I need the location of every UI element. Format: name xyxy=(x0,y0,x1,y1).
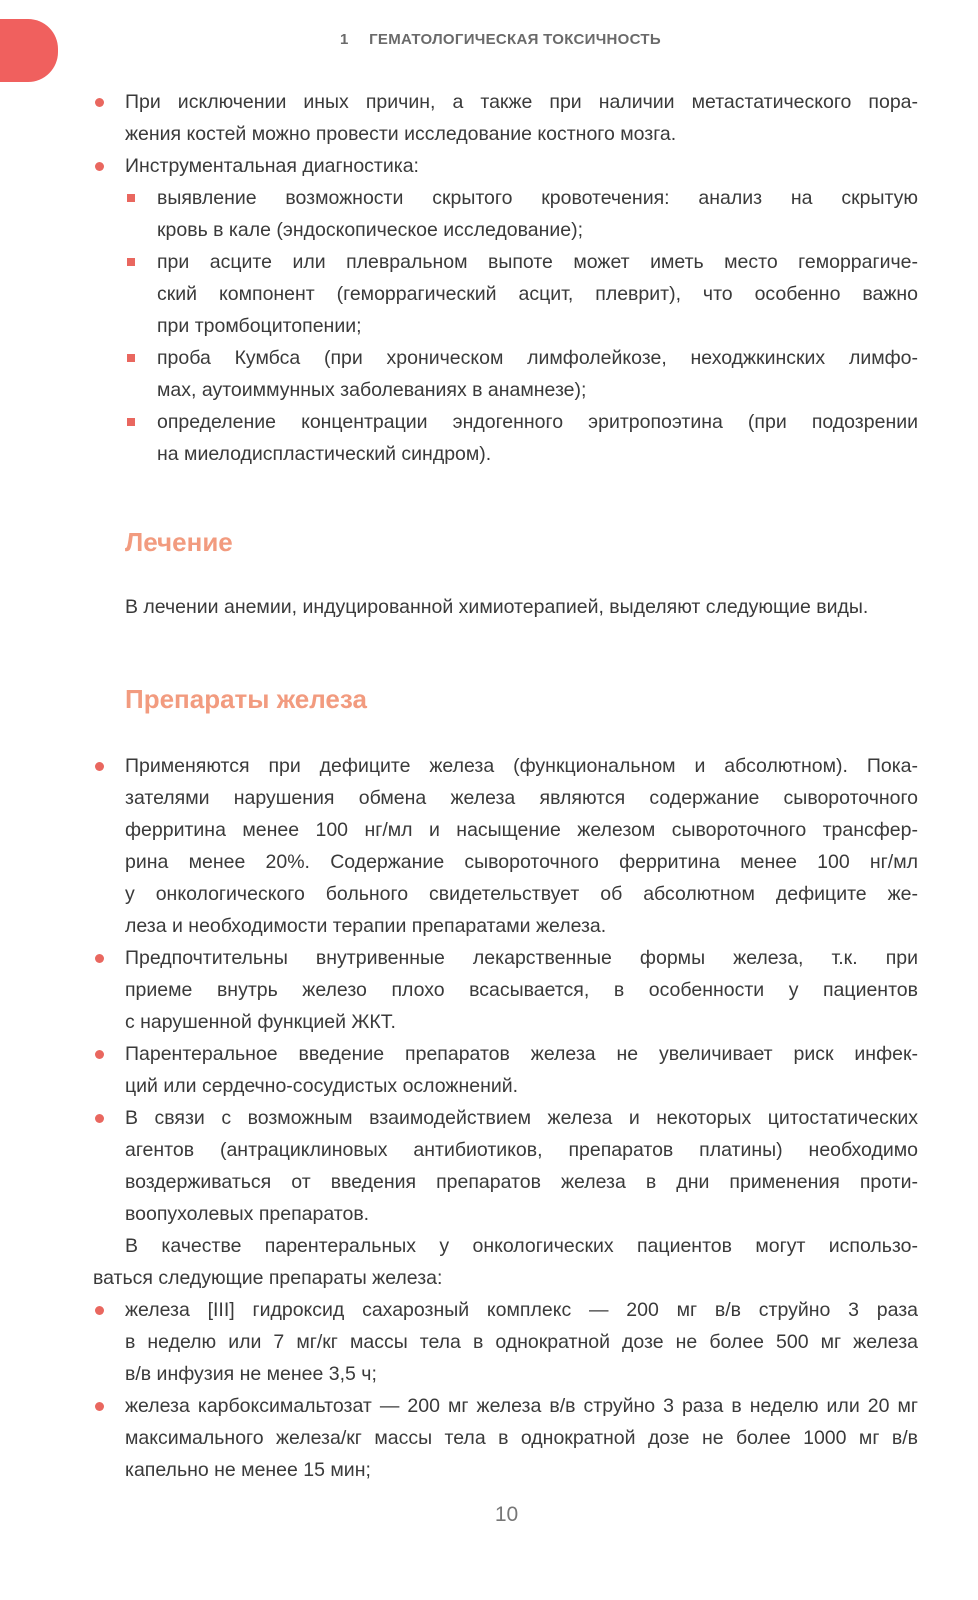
list-item xyxy=(93,942,918,1038)
round-bullet-icon xyxy=(95,954,104,963)
text-line: рина менее 20%. Содержание сывороточного ферритина менее 100 нг/мл xyxy=(125,851,918,873)
running-header xyxy=(340,31,661,48)
list-item xyxy=(93,1294,918,1390)
list-item xyxy=(93,86,918,150)
text-line: максимального железа/кг массы тела в однократной дозе не более 1000 мг в/в xyxy=(125,1427,918,1449)
round-bullet-icon xyxy=(95,1050,104,1059)
round-bullet-icon xyxy=(95,1114,104,1123)
page-number: 10 xyxy=(494,1503,519,1526)
treatment-intro: В лечении анемии, индуцированной химиотерапией, выделяют следующие виды. xyxy=(125,596,869,618)
square-bullet-icon xyxy=(127,418,135,426)
iron-preparations-list xyxy=(93,750,918,1486)
text-line: воздерживаться от введения препаратов железа в дни применения проти- xyxy=(125,1171,918,1193)
text-line: Предпочтительны внутривенные лекарственные формы железа, т.к. при xyxy=(125,947,918,969)
text-line: В качестве парентеральных у онкологических пациентов могут использо- xyxy=(125,1235,918,1257)
text-line: жения костей можно провести исследование костного мозга. xyxy=(125,123,677,145)
text-line: приеме внутрь железо плохо всасывается, в особенности у пациентов xyxy=(125,979,918,1001)
text-line: ферритина менее 100 нг/мл и насыщение железом сывороточного трансфер- xyxy=(125,819,918,841)
text-line: Инструментальная диагностика: xyxy=(125,155,419,177)
round-bullet-icon xyxy=(95,98,104,107)
round-bullet-icon xyxy=(95,162,104,171)
text-line: железа [III] гидроксид сахарозный комплекс — 200 мг в/в струйно 3 раза xyxy=(125,1299,918,1321)
diagnostics-list xyxy=(93,86,918,470)
text-line: у онкологического больного свидетельствует об абсолютном дефиците же- xyxy=(125,883,918,905)
list-item xyxy=(93,750,918,942)
heading-iron-preparations: Препараты железа xyxy=(125,684,367,714)
square-bullet-icon xyxy=(127,258,135,266)
text-line: выявление возможности скрытого кровотечения: анализ на скрытую xyxy=(157,187,918,209)
round-bullet-icon xyxy=(95,1402,104,1411)
paragraph xyxy=(93,1230,918,1294)
text-line: на миелодиспластический синдром). xyxy=(157,443,492,465)
round-bullet-icon xyxy=(95,762,104,771)
text-line: мах, аутоиммунных заболеваниях в анамнезе); xyxy=(157,379,587,401)
sub-list-item xyxy=(93,182,918,246)
text-line: в неделю или 7 мг/кг массы тела в однократной дозе не более 500 мг железа xyxy=(125,1331,918,1353)
text-line: ций или сердечно-сосудистых осложнений. xyxy=(125,1075,519,1097)
list-item xyxy=(93,1390,918,1486)
chapter-number: 1 xyxy=(340,31,349,48)
text-line: Парентеральное введение препаратов железа не увеличивает риск инфек- xyxy=(125,1043,918,1065)
sub-list-item xyxy=(93,406,918,470)
square-bullet-icon xyxy=(127,354,135,362)
text-line: с нарушенной функцией ЖКТ. xyxy=(125,1011,396,1033)
text-line: ваться следующие препараты железа: xyxy=(93,1267,443,1289)
text-line: кровь в кале (эндоскопическое исследование); xyxy=(157,219,584,241)
text-line: Применяются при дефиците железа (функциональном и абсолютном). Пока- xyxy=(125,755,918,777)
text-line: железа карбоксимальтозат — 200 мг железа в/в струйно 3 раза в неделю или 20 мг xyxy=(125,1395,918,1417)
text-line: определение концентрации эндогенного эритропоэтина (при подозрении xyxy=(157,411,918,433)
text-line: зателями нарушения обмена железа являются содержание сывороточного xyxy=(125,787,918,809)
text-line: агентов (антрациклиновых антибиотиков, препаратов платины) необходимо xyxy=(125,1139,918,1161)
text-line: леза и необходимости терапии препаратами железа. xyxy=(125,915,607,937)
text-line: в/в инфузия не менее 3,5 ч; xyxy=(125,1363,377,1385)
text-line: воопухолевых препаратов. xyxy=(125,1203,370,1225)
text-line: ский компонент (геморрагический асцит, плеврит), что особенно важно xyxy=(157,283,918,305)
list-item xyxy=(93,150,918,182)
sub-list-item xyxy=(93,246,918,342)
text-line: при асците или плевральном выпоте может иметь место геморрагиче- xyxy=(157,251,918,273)
chapter-tab-marker xyxy=(0,19,58,82)
text-line: При исключении иных причин, а также при наличии метастатического пора- xyxy=(125,91,918,113)
text-line: проба Кумбса (при хроническом лимфолейкозе, неходжкинских лимфо- xyxy=(157,347,918,369)
text-line: В связи с возможным взаимодействием железа и некоторых цитостатических xyxy=(125,1107,918,1129)
chapter-title: ГЕМАТОЛОГИЧЕСКАЯ ТОКСИЧНОСТЬ xyxy=(369,31,661,48)
square-bullet-icon xyxy=(127,194,135,202)
heading-treatment: Лечение xyxy=(125,527,233,557)
text-line: капельно не менее 15 мин; xyxy=(125,1459,371,1481)
list-item xyxy=(93,1102,918,1230)
list-item xyxy=(93,1038,918,1102)
sub-list-item xyxy=(93,342,918,406)
round-bullet-icon xyxy=(95,1306,104,1315)
text-line: при тромбоцитопении; xyxy=(157,315,362,337)
